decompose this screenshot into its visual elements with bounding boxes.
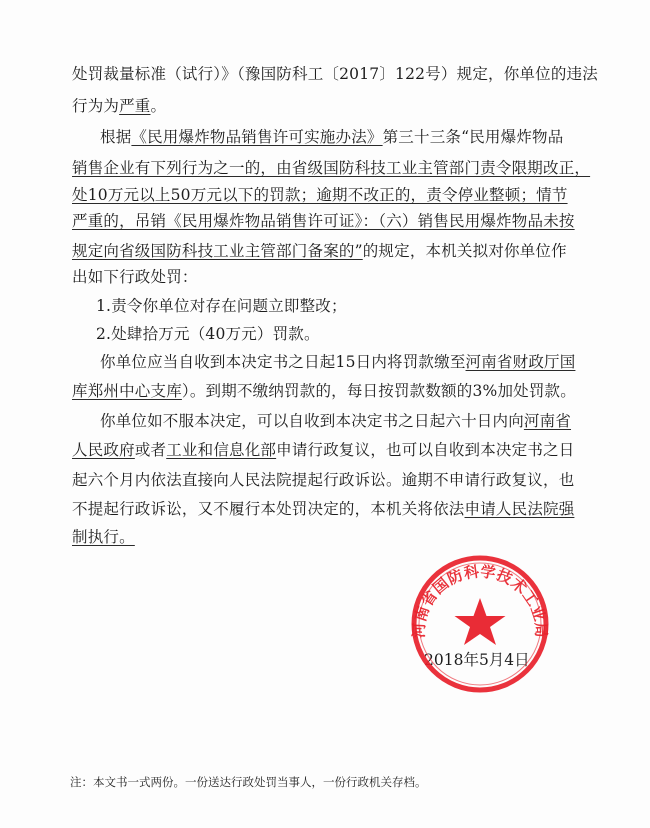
text-fragment: 行为为 <box>72 97 120 115</box>
regulation-quote: 处10万元以上50万元以下的罚款；逾期不改正的，责令停业整顿；情节 <box>72 186 568 204</box>
review-authority: 河南省 <box>523 412 572 430</box>
text-line <box>72 158 590 178</box>
official-seal-icon <box>404 554 556 694</box>
text-fragment: 的规定，本机关拟对你单位作 <box>362 242 567 260</box>
violation-severity: 严重 <box>119 97 151 115</box>
text-fragment: 你单位应当自收到本决定书之日起15日内将罚款缴至 <box>100 353 466 371</box>
law-reference-continuation: 处罚裁量标准（试行）》（豫国防科工〔2017〕122号）规定，你单位的违法 <box>72 65 598 83</box>
penalty-item-text: 1.责令你单位对存在问题立即整改； <box>96 297 347 315</box>
review-authority: 工业和信息化部 <box>166 441 277 459</box>
text-fragment: 你单位如不服本决定，可以自收到本决定书之日起六十日内向 <box>100 412 524 430</box>
text-line <box>100 352 575 372</box>
text-fragment: 不提起行政诉讼，又不履行本处罚决定的，本机关将依法 <box>72 500 465 518</box>
text-line <box>72 64 598 84</box>
regulation-quote: 严重的，吊销《民用爆炸物品销售许可证》：（六）销售民用爆炸物品未按 <box>72 212 575 230</box>
enforcement-clause: 申请人民法院强 <box>464 500 575 518</box>
enforcement-clause: 制执行。 <box>72 528 135 546</box>
text-fragment: 起六个月内依法直接向人民法院提起行政诉讼。逾期不申请行政复议，也 <box>72 471 575 489</box>
text-fragment: 。 <box>150 97 167 115</box>
penalty-item <box>96 324 320 344</box>
text-line <box>72 499 574 519</box>
issue-date: 2018年5月4日 <box>424 651 530 669</box>
text-fragment: 根据 <box>100 128 132 146</box>
penalty-item <box>96 296 347 316</box>
text-line <box>100 411 571 431</box>
text-fragment: 出如下行政处罚： <box>72 268 198 286</box>
penalty-item-text: 2.处肆拾万元（40万元）罚款。 <box>96 325 320 343</box>
review-authority: 人民政府 <box>72 441 135 459</box>
text-line <box>72 211 575 231</box>
text-fragment: 第三十三条“民用爆炸物品 <box>382 128 564 146</box>
payment-bank: 库郑州中心支库 <box>72 382 182 400</box>
seal-star-icon <box>455 598 506 645</box>
footnote: 注：本文书一式两份。一份送达行政处罚当事人，一份行政机关存档。 <box>70 775 427 789</box>
regulation-quote: 销售企业有下列行为之一的，由省级国防科技工业主管部门责令限期改正， <box>72 159 591 177</box>
text-fragment: 或者 <box>134 441 167 459</box>
text-line <box>100 127 563 147</box>
text-fragment: 申请行政复议，也可以自收到本决定书之日 <box>276 441 575 459</box>
text-line <box>72 440 574 460</box>
text-line <box>72 527 135 547</box>
text-line <box>72 185 568 205</box>
text-line <box>72 241 567 261</box>
regulation-title: 《民用爆炸物品销售许可实施办法》 <box>131 128 383 146</box>
text-line <box>72 96 166 116</box>
regulation-quote: 规定向省级国防科技工业主管部门备案的” <box>72 242 363 260</box>
text-line <box>72 267 198 287</box>
text-fragment: ）。到期不缴纳罚款的，每日按罚款数额的3%加处罚款。 <box>181 382 576 400</box>
seal-text: 河南省国防科学技术工业局 <box>409 562 551 639</box>
text-line <box>72 381 576 401</box>
text-line <box>72 470 574 490</box>
payment-bank: 河南省财政厅国 <box>465 353 576 371</box>
